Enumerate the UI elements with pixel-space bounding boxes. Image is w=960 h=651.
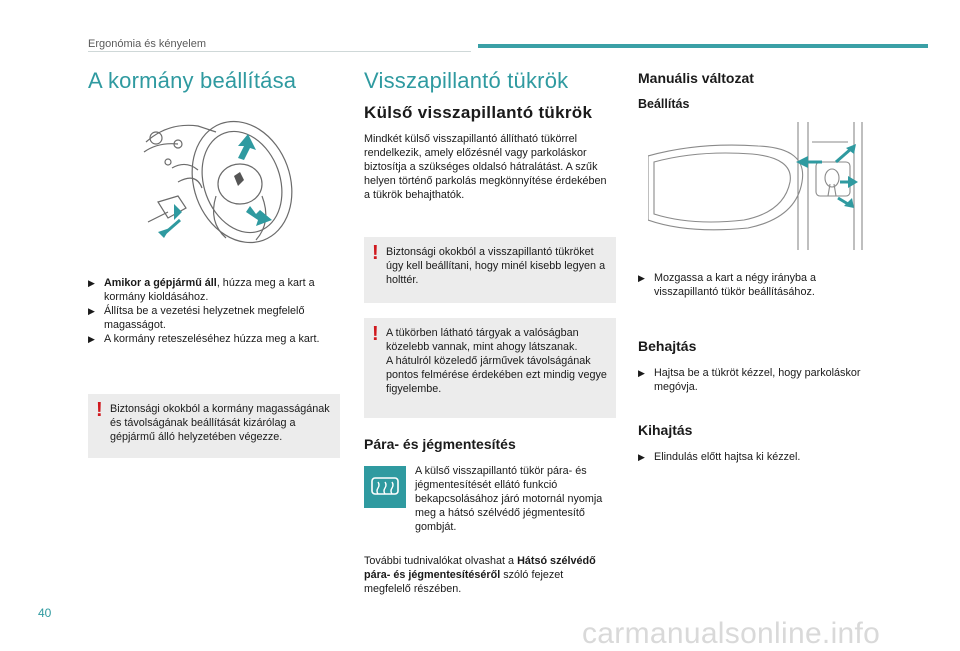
warning-text: Biztonsági okokból a visszapillantó tükröket úgy kell beállítani, hogy minél kisebb legyen a holttér. xyxy=(386,246,606,286)
more-info-text: További tudnivalókat olvashat a Hátsó szélvédő pára- és jégmentesítéséről szóló fejezet megfelelő részében. xyxy=(364,555,596,595)
steering-wheel-illustration xyxy=(138,112,298,252)
list-item: ▶ Elindulás előtt hajtsa ki kézzel. xyxy=(638,451,801,463)
bullet-icon: ▶ xyxy=(88,278,95,288)
warning-icon: ! xyxy=(372,323,379,345)
steering-title: A kormány beállítása xyxy=(88,68,297,93)
header-divider xyxy=(88,51,471,52)
list-item: ▶ A kormány reteszeléséhez húzza meg a kart. xyxy=(88,333,320,345)
watermark: carmanualsonline.info xyxy=(582,617,881,650)
mirror-warning-box-1 xyxy=(364,237,616,303)
steering-instructions xyxy=(88,276,343,346)
bullet-icon: ▶ xyxy=(88,334,95,344)
mirror-adjust-illustration xyxy=(648,122,870,250)
list-item: ▶ Mozgassa a kart a négy irányba a visszapillantó tükör beállításához. xyxy=(638,272,817,298)
mirror-warning-box-2 xyxy=(364,318,616,418)
mirror-control-icon xyxy=(648,122,870,250)
unfold-instructions xyxy=(638,450,883,464)
fold-instructions xyxy=(638,366,883,394)
mirrors-title: Visszapillantó tükrök xyxy=(364,68,569,93)
rear-defrost-button-icon xyxy=(364,466,406,508)
setting-title: Beállítás xyxy=(638,97,690,111)
outer-mirrors-title: Külső visszapillantó tükrök xyxy=(364,103,593,122)
manual-version-title: Manuális változat xyxy=(638,70,754,86)
bullet-icon: ▶ xyxy=(638,273,645,283)
bullet-icon: ▶ xyxy=(88,306,95,316)
list-item: ▶ Hajtsa be a tükröt kézzel, hogy parkoláskor megóvja. xyxy=(638,367,861,393)
list-item: ▶ Amikor a gépjármű áll, húzza meg a kart a kormány kioldásához. xyxy=(88,277,315,303)
header-accent-bar xyxy=(478,44,928,48)
outer-mirrors-intro: Mindkét külső visszapillantó állítható tükörrel rendelkezik, amely előzésnél vagy parkoláskor biztosítja a szükséges oldalsó hátralátást. A szűk helyen történő parkolás megkönnyítése érdekében a tükrök behajthatók. xyxy=(364,133,607,201)
warning-text: Biztonsági okokból a kormány magasságának és távolságának beállítását kizárólag a gépjármű álló helyzetében végezze. xyxy=(110,403,330,443)
bullet-icon: ▶ xyxy=(638,368,645,378)
warning-icon: ! xyxy=(372,242,379,264)
list-item: ▶ Állítsa be a vezetési helyzetnek megfelelő magasságot. xyxy=(88,305,305,331)
warning-text: A tükörben látható tárgyak a valóságban közelebb vannak, mint ahogy látszanak. A hátulról közeledő járművek távolságának pontos felmérése érdekében ezt mindig vegye figyelembe. xyxy=(386,327,607,395)
warning-icon: ! xyxy=(96,399,103,421)
fold-title: Behajtás xyxy=(638,338,697,354)
bullet-icon: ▶ xyxy=(638,452,645,462)
unfold-title: Kihajtás xyxy=(638,422,693,438)
section-label: Ergonómia és kényelem xyxy=(88,38,207,50)
defrost-text: A külső visszapillantó tükör pára- és jégmentesítését ellátó funkció bekapcsolásához járó motornál nyomja meg a hátsó szélvédő jégmentesítő gombját. xyxy=(415,465,603,533)
steering-wheel-icon xyxy=(138,112,298,252)
steering-warning-box xyxy=(88,394,340,458)
defrost-title: Pára- és jégmentesítés xyxy=(364,436,516,452)
setting-instructions xyxy=(638,271,883,299)
page-number: 40 xyxy=(38,606,52,620)
